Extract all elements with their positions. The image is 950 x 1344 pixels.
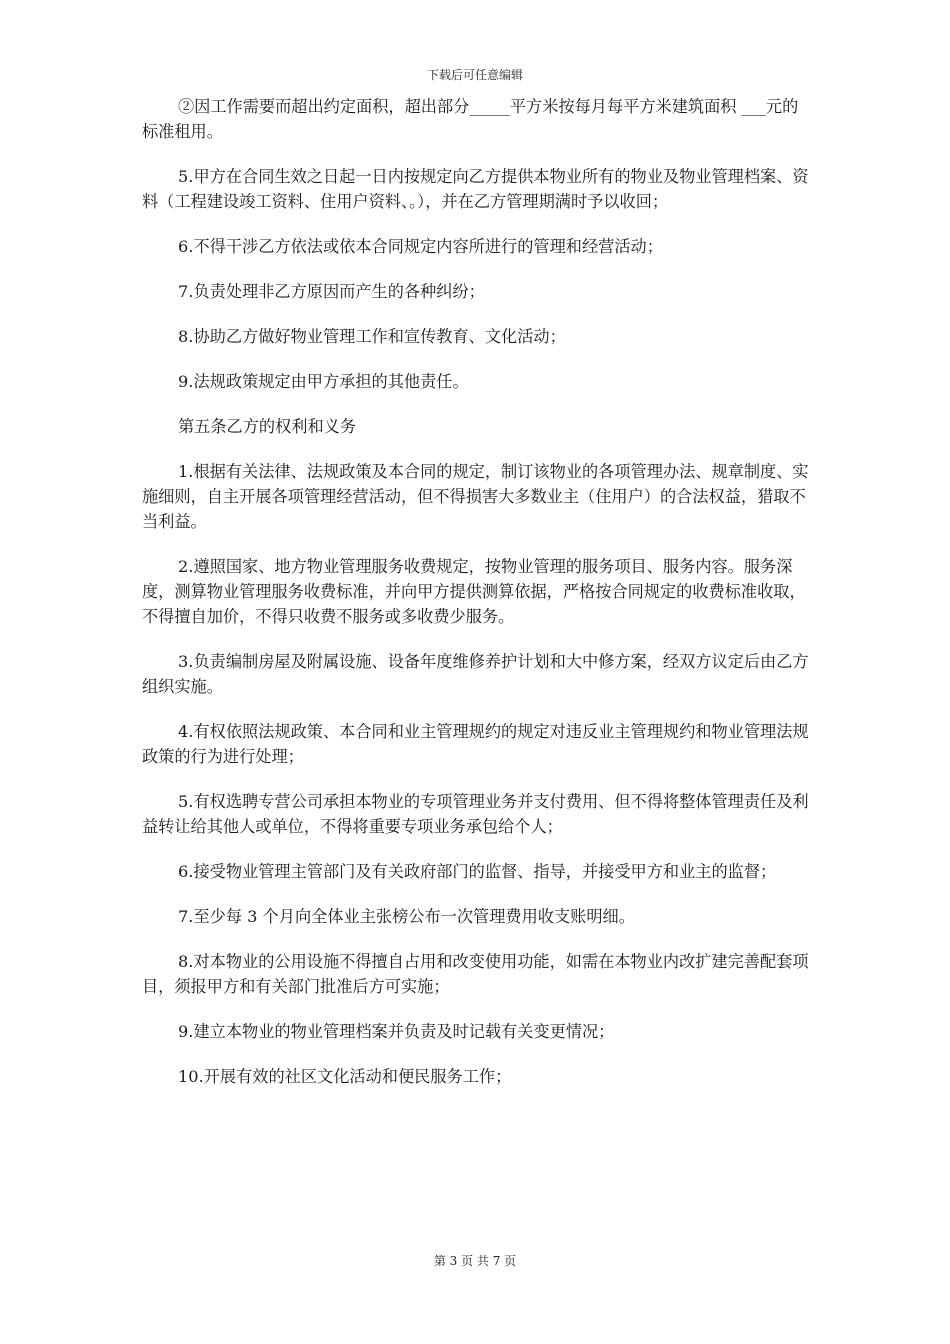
- paragraph-item-9: 9.法规政策规定由甲方承担的其他责任。: [178, 372, 469, 391]
- paragraph-b-item-8: 8.对本物业的公用设施不得擅自占用和改变使用功能，如需在本物业内改扩建完善配套项目，须报甲方和有关部门批准后方可实施；: [142, 952, 809, 996]
- paragraph-item-8: 8.协助乙方做好物业管理工作和宣传教育、文化活动；: [178, 327, 566, 346]
- paragraph-item-7: 7.负责处理非乙方原因而产生的各种纠纷；: [178, 282, 485, 301]
- paragraph-b-item-9: 9.建立本物业的物业管理档案并负责及时记载有关变更情况；: [178, 1022, 615, 1041]
- page-header: 下载后可任意编辑: [426, 68, 523, 82]
- paragraph-b-item-6: 6.接受物业管理主管部门及有关政府部门的监督、指导，并接受甲方和业主的监督；: [178, 862, 777, 881]
- paragraph-b-item-5: 5.有权选聘专营公司承担本物业的专项管理业务并支付费用、但不得将整体管理责任及利益转让给其他人或单位，不得将重要专项业务承包给个人；: [142, 792, 809, 836]
- paragraph-b-item-2: 2.遵照国家、地方物业管理服务收费规定，按物业管理的服务项目、服务内容。服务深度，测算物业管理服务收费标准，并向甲方提供测算依据，严格按合同规定的收费标准收取，不得擅自加价，不得只收费不服务或多收费少服务。: [142, 557, 806, 626]
- paragraph-item-5: 5.甲方在合同生效之日起一日内按规定向乙方提供本物业所有的物业及物业管理档案、资料（工程建设竣工资料、住用户资料、。），并在乙方管理期满时予以收回；: [142, 167, 809, 211]
- paragraph-item-6: 6.不得干涉乙方依法或依本合同规定内容所进行的管理和经营活动；: [178, 237, 663, 256]
- paragraph-b-item-1: 1.根据有关法律、法规政策及本合同的规定，制订该物业的各项管理办法、规章制度、实施细则，自主开展各项管理经营活动，但不得损害大多数业主（住用户）的合法权益，猎取不当利益。: [142, 462, 809, 531]
- section-heading-article-5: 第五条乙方的权利和义务: [178, 417, 357, 436]
- paragraph-b-item-7: 7.至少每 3 个月向全体业主张榜公布一次管理费用收支账明细。: [178, 907, 635, 926]
- paragraph-b-item-3: 3.负责编制房屋及附属设施、设备年度维修养护计划和大中修方案，经双方议定后由乙方组织实施。: [142, 652, 809, 696]
- paragraph-b-item-10: 10.开展有效的社区文化活动和便民服务工作；: [178, 1067, 512, 1086]
- document-body: [142, 94, 812, 1109]
- paragraph-area-excess: ②因工作需要而超出约定面积，超出部分_____平方米按每月每平方米建筑面积 ___元的标准租用。: [142, 97, 799, 141]
- paragraph-b-item-4: 4.有权依照法规政策、本合同和业主管理规约的规定对违反业主管理规约和物业管理法规政策的行为进行处理；: [142, 722, 809, 766]
- page-footer: 第 3 页 共 7 页: [433, 1254, 517, 1268]
